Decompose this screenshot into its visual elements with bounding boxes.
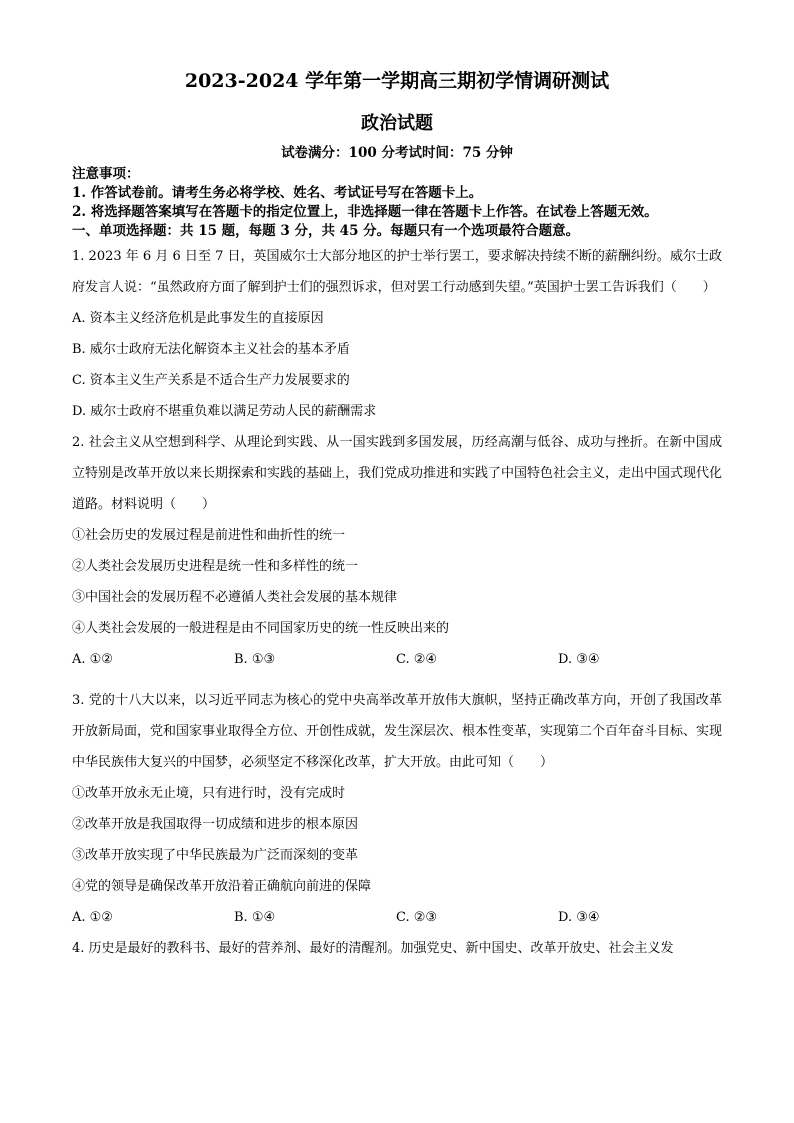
exam-page xyxy=(72,66,722,964)
question-3-stem: 3. 党的十八大以来，以习近平同志为核心的党中央高举改革开放伟大旗帜，坚持正确改革方向，开创了我国改革开放新局面，党和国家事业取得全方位、开创性成就，发生深层次、根本性变革，实现第二个百年奋斗目标、实现中华民族伟大复兴的中国梦，必须坚定不移深化改革，扩大开放。由此可知（ ） xyxy=(72,693,723,770)
question-4-stem: 4. 历史是最好的教科书、最好的营养剂、最好的清醒剂。加强党史、新中国史、改革开放史、社会主义发 xyxy=(72,941,674,956)
choice-b: B. ①③ xyxy=(234,652,276,667)
notice-heading: 注意事项： xyxy=(72,166,140,182)
exam-title: 2023-2024 学年第一学期高三期初学情调研测试 xyxy=(184,70,610,92)
choice-c: C. ②③ xyxy=(396,910,438,925)
question-2-statement: ④人类社会发展的一般进程是由不同国家历史的统一性反映出来的 xyxy=(72,621,450,636)
choice-c: C. ②④ xyxy=(396,652,438,667)
question-3-statement: ②改革开放是我国取得一切成绩和进步的根本原因 xyxy=(72,817,359,832)
section-heading: 一、单项选择题：共 15 题，每题 3 分，共 45 分。每题只有一个选项最符合题意。 xyxy=(72,223,580,239)
question-1-option: A. 资本主义经济危机是此事发生的直接原因 xyxy=(72,311,324,326)
question-1-stem: 1. 2023 年 6 月 6 日至 7 日，英国威尔士大部分地区的护士举行罢工，要求解决持续不断的薪酬纠纷。威尔士政府发言人说：“虽然政府方面了解到护士们的强烈诉求，但对罢工行动感到失望。”英国护士罢工告诉我们（ ） xyxy=(72,249,722,295)
question-1-option: C. 资本主义生产关系是不适合生产力发展要求的 xyxy=(72,373,350,388)
question-3-statement: ④党的领导是确保改革开放沿着正确航向前进的保障 xyxy=(72,879,372,894)
choice-a: A. ①② xyxy=(72,910,113,925)
question-2-statement: ②人类社会发展历史进程是统一性和多样性的统一 xyxy=(72,559,359,574)
question-1-option: B. 威尔士政府无法化解资本主义社会的基本矛盾 xyxy=(72,342,350,357)
choice-b: B. ①④ xyxy=(234,910,276,925)
question-3-statement: ③改革开放实现了中华民族最为广泛而深刻的变革 xyxy=(72,848,359,863)
question-3-choices xyxy=(72,902,722,933)
choice-a: A. ①② xyxy=(72,652,113,667)
question-2-statement: ③中国社会的发展历程不必遵循人类社会发展的基本规律 xyxy=(72,590,398,605)
question-2-stem: 2. 社会主义从空想到科学、从理论到实践、从一国实践到多国发展，历经高潮与低谷、成功与挫折。在新中国成立特别是改革开放以来长期探索和实践的基础上，我们党成功推进和实践了中国特色社会主义，走出中国式现代化道路。材料说明（ ） xyxy=(72,435,723,512)
question-2-statement: ①社会历史的发展过程是前进性和曲折性的统一 xyxy=(72,528,346,543)
notice-item: 1. 作答试卷前。请考生务必将学校、姓名、考试证号写在答题卡上。 xyxy=(72,185,483,201)
choice-d: D. ③④ xyxy=(558,652,600,667)
subject-title: 政治试题 xyxy=(361,113,433,134)
notice-item: 2. 将选择题答案填写在答题卡的指定位置上，非选择题一律在答题卡上作答。在试卷上答题无效。 xyxy=(72,204,658,220)
question-1-option: D. 威尔士政府不堪重负难以满足劳动人民的薪酬需求 xyxy=(72,404,377,419)
question-3-statement: ①改革开放永无止境，只有进行时，没有完成时 xyxy=(72,786,346,801)
choice-d: D. ③④ xyxy=(558,910,600,925)
exam-info: 试卷满分：100 分考试时间：75 分钟 xyxy=(281,145,513,161)
question-2-choices xyxy=(72,644,722,675)
